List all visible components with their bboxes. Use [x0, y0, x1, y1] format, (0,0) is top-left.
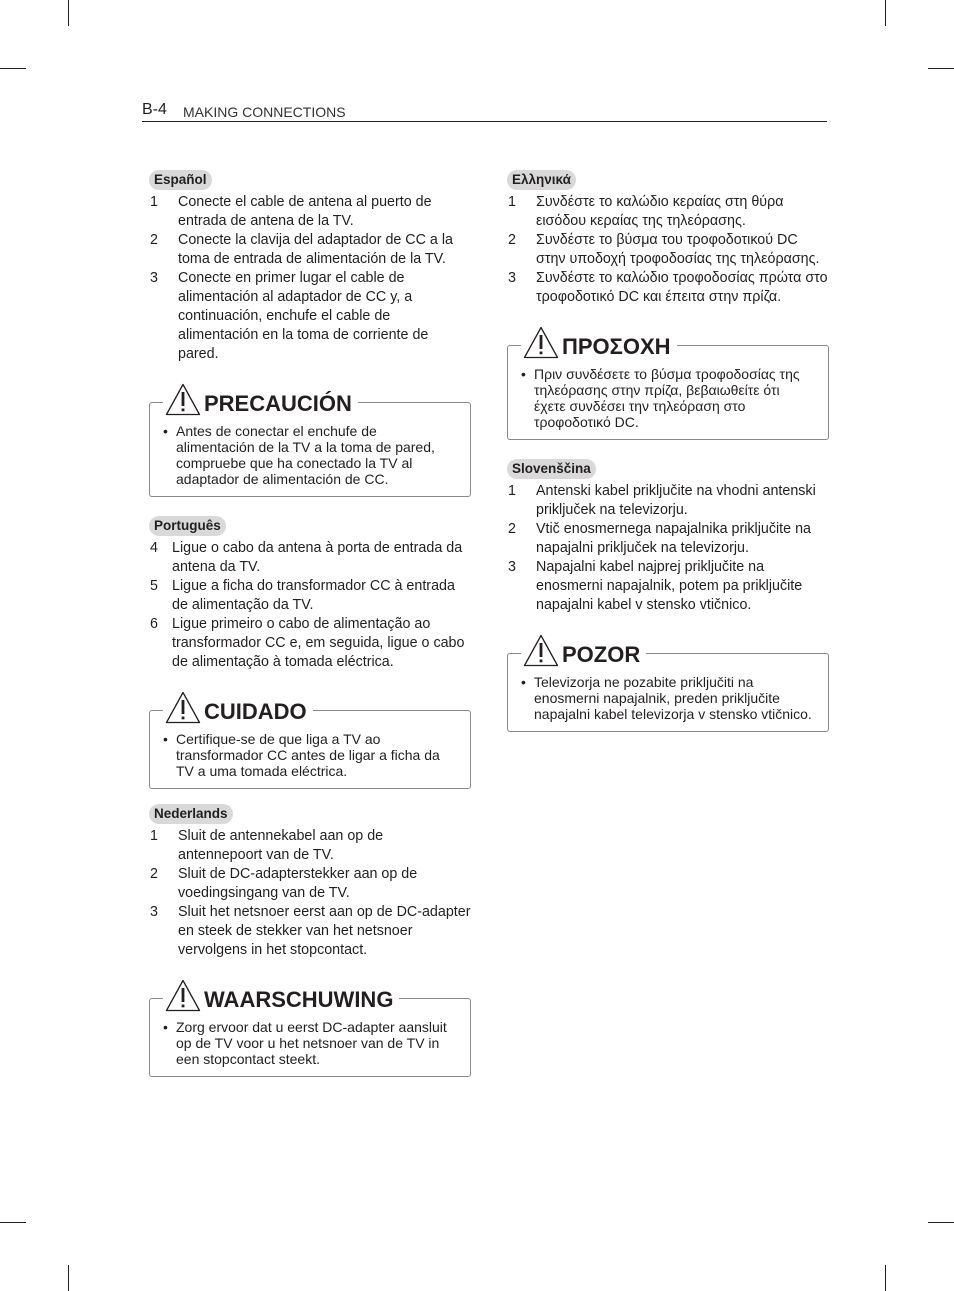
- crop-mark: [68, 1265, 69, 1291]
- step-text: Ligue o cabo da antena à porta de entrada da antena da TV.: [172, 540, 463, 575]
- step-text: Conecte el cable de antena al puerto de entrada de antena de la TV.: [178, 194, 432, 229]
- step-text: Sluit de antennekabel aan op de antennepoort van de TV.: [178, 828, 384, 863]
- step-number: 2: [150, 232, 158, 248]
- page-header: [142, 101, 827, 122]
- caution-title: ΠΡΟΣΟΧΗ: [562, 334, 671, 359]
- caution-text: Πριν συνδέσετε το βύσμα τροφοδοσίας της τηλεόρασης στην πρίζα, βεβαιωθείτε ότι έχετε συνδέσει την τηλεόραση στο τροφοδοτικό DC.: [534, 366, 800, 430]
- step-number: 2: [150, 866, 158, 882]
- list-item: [149, 539, 471, 577]
- steps-list: [149, 539, 471, 672]
- right-column: [507, 170, 829, 732]
- list-item: [149, 231, 471, 269]
- caution-title: CUIDADO: [204, 699, 307, 724]
- caution-text: Certifique-se de que liga a TV ao transformador CC antes de ligar a ficha da TV a uma tomada eléctrica.: [176, 731, 440, 779]
- crop-mark: [68, 0, 69, 26]
- left-column: [149, 170, 471, 1077]
- list-item: [149, 903, 471, 960]
- step-number: 6: [150, 616, 158, 632]
- bullet-icon: •: [163, 731, 168, 747]
- list-item: [507, 558, 829, 615]
- step-number: 2: [508, 521, 516, 537]
- crop-mark: [0, 1222, 26, 1223]
- language-badge: Português: [149, 516, 226, 536]
- step-number: 1: [508, 194, 516, 210]
- caution-text: Zorg ervoor dat u eerst DC-adapter aansluit op de TV voor u het netsnoer van de TV in een stopcontact steekt.: [176, 1019, 447, 1067]
- caution-title: PRECAUCIÓN: [204, 391, 352, 416]
- steps-list: [507, 482, 829, 615]
- list-item: [149, 865, 471, 903]
- step-text: Conecte la clavija del adaptador de CC a la toma de entrada de alimentación de la TV.: [178, 232, 453, 267]
- caution-box: [149, 690, 471, 789]
- step-number: 3: [150, 904, 158, 920]
- caution-box: [149, 978, 471, 1077]
- steps-list: [149, 827, 471, 960]
- caution-box: [507, 325, 829, 440]
- caution-title: POZOR: [562, 642, 641, 667]
- step-text: Sluit het netsnoer eerst aan op de DC-adapter en steek de stekker van het netsnoer vervolgens in het stopcontact.: [178, 904, 471, 958]
- language-badge: Ελληνικά: [507, 170, 576, 190]
- section-nederlands: [149, 804, 471, 1077]
- section-espanol: [149, 170, 471, 497]
- step-text: Συνδέστε το βύσμα του τροφοδοτικού DC στην υποδοχή τροφοδοσίας της τηλεόρασης.: [536, 232, 820, 267]
- step-number: 3: [150, 270, 158, 286]
- warning-icon: [523, 326, 559, 359]
- caution-text: Antes de conectar el enchufe de alimentación de la TV a la toma de pared, compruebe que ha conectado la TV al adaptador de alimentación de CC.: [176, 423, 435, 487]
- caution-text: Televizorja ne pozabite priključiti na enosmerni napajalnik, preden priključite napajalni kabel televizorja v stensko vtičnico.: [534, 674, 812, 722]
- step-text: Antenski kabel priključite na vhodni antenski priključek na televizorju.: [536, 483, 816, 518]
- step-text: Sluit de DC-adapterstekker aan op de voedingsingang van de TV.: [178, 866, 418, 901]
- step-number: 1: [150, 828, 158, 844]
- list-item: [149, 827, 471, 865]
- caution-box: [149, 382, 471, 497]
- list-item: [149, 577, 471, 615]
- warning-icon: [165, 979, 201, 1012]
- section-portugues: [149, 516, 471, 789]
- section-title: MAKING CONNECTIONS: [183, 104, 346, 120]
- list-item: [149, 615, 471, 672]
- list-item: [507, 193, 829, 231]
- crop-mark: [885, 0, 886, 26]
- step-text: Συνδέστε το καλώδιο τροφοδοσίας πρώτα στο τροφοδοτικό DC και έπειτα στην πρίζα.: [536, 270, 828, 305]
- step-number: 1: [508, 483, 516, 499]
- list-item: [507, 482, 829, 520]
- crop-mark: [928, 1222, 954, 1223]
- step-text: Συνδέστε το καλώδιο κεραίας στη θύρα εισόδου κεραίας της τηλεόρασης.: [536, 194, 784, 229]
- step-text: Vtič enosmernega napajalnika priključite na napajalni priključek na televizorju.: [536, 521, 811, 556]
- list-item: [149, 193, 471, 231]
- section-greek: [507, 170, 829, 440]
- bullet-icon: •: [521, 366, 526, 382]
- step-number: 1: [150, 194, 158, 210]
- list-item: [507, 520, 829, 558]
- caution-title: WAARSCHUWING: [204, 987, 394, 1012]
- list-item: [507, 269, 829, 307]
- language-badge: Español: [149, 170, 212, 190]
- warning-icon: [165, 691, 201, 724]
- list-item: [149, 269, 471, 364]
- language-badge: Nederlands: [149, 804, 233, 824]
- step-text: Ligue a ficha do transformador CC à entrada de alimentação da TV.: [172, 578, 455, 613]
- bullet-icon: •: [521, 674, 526, 690]
- step-number: 3: [508, 559, 516, 575]
- step-text: Napajalni kabel najprej priključite na enosmerni napajalnik, potem pa priključite napajalni kabel v stensko vtičnico.: [536, 559, 803, 613]
- steps-list: [149, 193, 471, 364]
- warning-icon: [523, 634, 559, 667]
- step-number: 4: [150, 540, 158, 556]
- caution-box: [507, 633, 829, 732]
- bullet-icon: •: [163, 423, 168, 439]
- crop-mark: [0, 68, 26, 69]
- bullet-icon: •: [163, 1019, 168, 1035]
- crop-mark: [885, 1265, 886, 1291]
- page-number: B-4: [142, 101, 167, 118]
- step-text: Ligue primeiro o cabo de alimentação ao transformador CC e, em seguida, ligue o cabo de alimentação à tomada eléctrica.: [172, 616, 465, 670]
- section-slovenscina: [507, 459, 829, 732]
- language-badge: Slovenščina: [507, 459, 596, 479]
- step-number: 5: [150, 578, 158, 594]
- crop-mark: [928, 68, 954, 69]
- step-number: 2: [508, 232, 516, 248]
- step-number: 3: [508, 270, 516, 286]
- step-text: Conecte en primer lugar el cable de alimentación al adaptador de CC y, a continuación, enchufe el cable de alimentación en la toma de corriente de pared.: [178, 270, 429, 362]
- list-item: [507, 231, 829, 269]
- steps-list: [507, 193, 829, 307]
- warning-icon: [165, 383, 201, 416]
